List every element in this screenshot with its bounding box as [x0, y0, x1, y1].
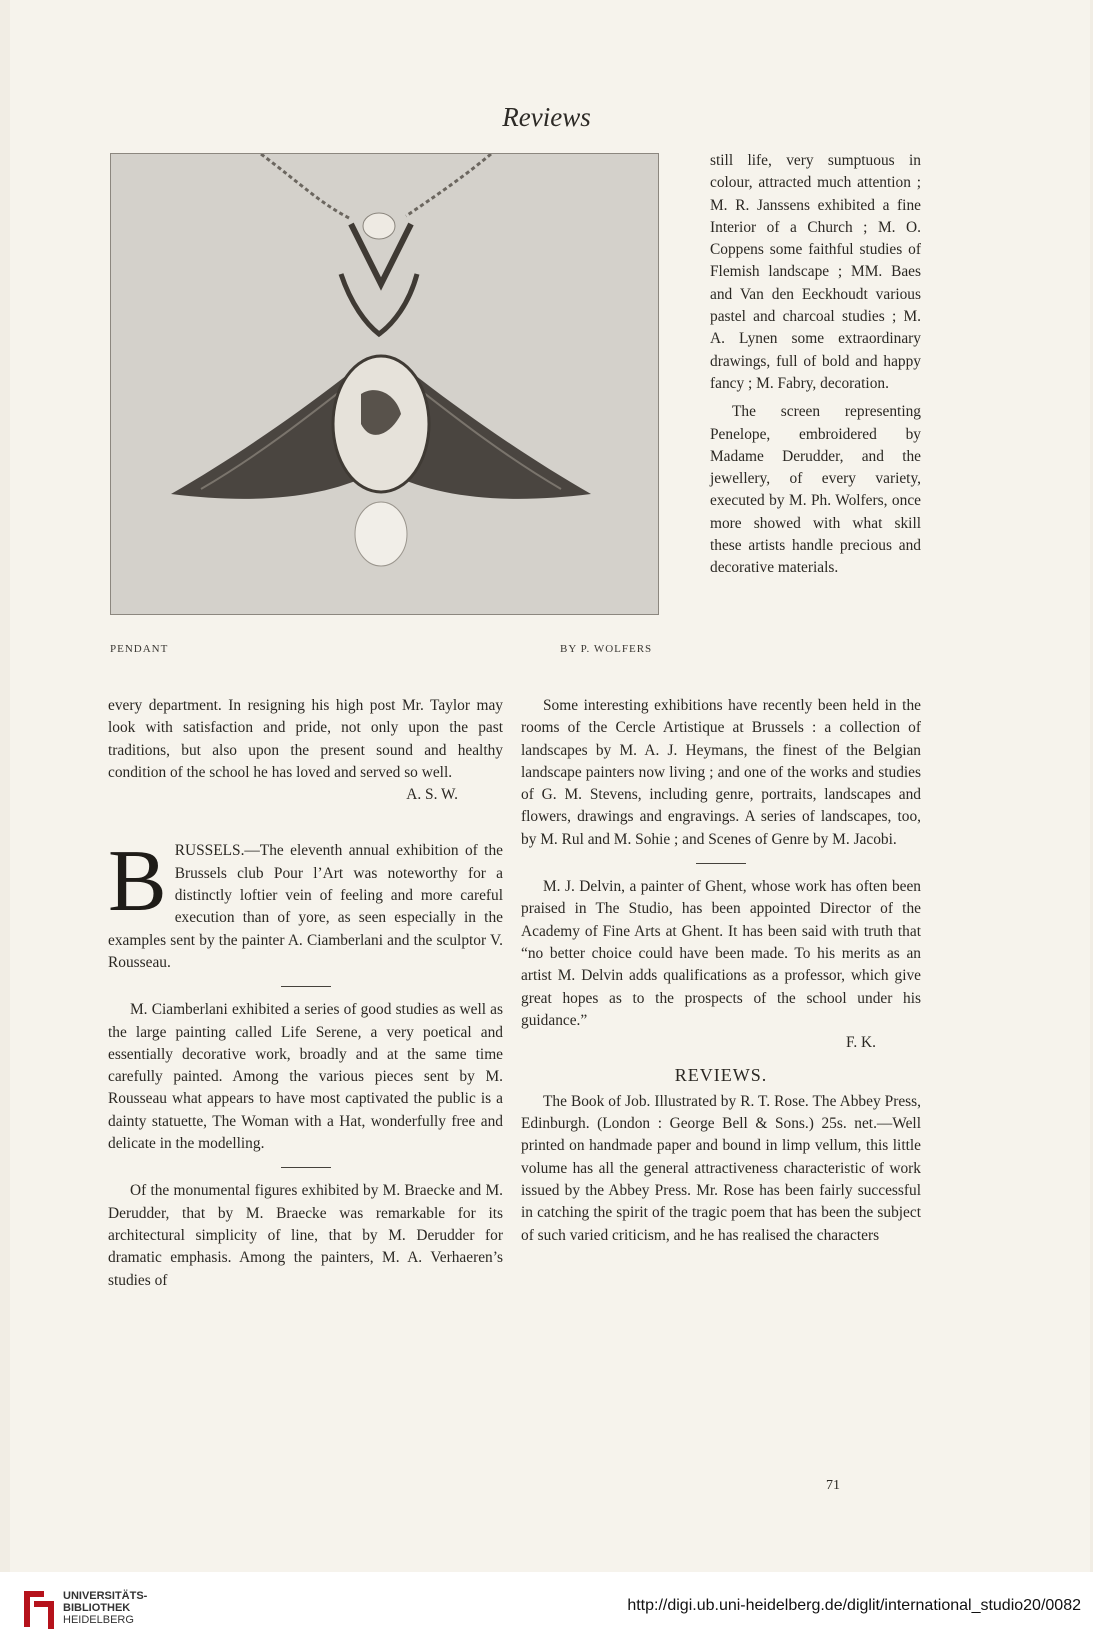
- pendant-image: [111, 154, 658, 614]
- brussels-section: [108, 833, 503, 974]
- right-column: [521, 695, 921, 1247]
- paragraph: M. Ciamberlani exhibited a series of good studies as well as the large painting called Life Serene, a very poetical and essentially decorative work, broadly and at the same time carefully painted. Among the various pieces sent by M. Rousseau what appears to have most captivated the public is a dainty statuette, The Woman with a Hat, wonderfully free and delicate in the modelling.: [108, 1001, 503, 1153]
- left-column: [108, 695, 503, 1292]
- paragraph: every department. In resigning his high post Mr. Taylor may look with satisfaction and pride, not only upon the past traditions, but also upon the present sound and healthy condition of the school he has loved and served so well.: [108, 697, 503, 781]
- paragraph: still life, very sumptuous in colour, attracted much attention ; M. R. Janssens exhibited a fine Interior of a Church ; M. O. Coppens some faithful studies of Flemish landscape ; MM. Baes and Van den Eeckhoudt various pastel and charcoal studies ; M. A. Lynen some extraordinary drawings, full of bold and happy fancy ; M. Fabry, decoration.: [710, 152, 921, 392]
- library-name: [63, 1590, 147, 1626]
- paragraph: Of the monumental figures exhibited by M. Braecke and M. Derudder, that by M. Braecke was remarkable for its architectural simplicity of line, that by M. Derudder for dramatic emphasis. Among the painters, M. A. Verhaeren’s studies of: [108, 1182, 503, 1289]
- top-right-column: [710, 150, 921, 580]
- section-divider: [281, 986, 331, 987]
- source-url[interactable]: http://digi.ub.uni-heidelberg.de/diglit/international_studio20/0082: [627, 1597, 1081, 1614]
- section-divider: [696, 863, 746, 864]
- page-number: 71: [826, 1478, 840, 1493]
- figure-caption-right: BY P. WOLFERS: [560, 643, 653, 655]
- library-name-line: BIBLIOTHEK: [63, 1602, 131, 1614]
- drop-cap: B: [108, 833, 167, 931]
- section-heading: REVIEWS.: [674, 1065, 768, 1086]
- page-title: Reviews: [502, 102, 591, 132]
- paragraph: RUSSELS.—The eleventh annual exhibition of the Brussels club Pour l’Art was noteworthy for a distinctly loftier vein of feeling and more careful execution than of yore, as seen especially in the examples sent by the painter A. Ciamberlani and the sculptor V. Rousseau.: [108, 842, 503, 971]
- paragraph: The screen representing Penelope, embroidered by Madame Derudder, and the jewellery, of every variety, executed by M. Ph. Wolfers, once more showed with what skill these artists handle precious and decorative materials.: [710, 403, 921, 577]
- pendant-illustration: [110, 153, 659, 615]
- library-logo-icon: [20, 1587, 60, 1633]
- section-divider: [281, 1167, 331, 1168]
- figure-caption-left: PENDANT: [110, 643, 169, 655]
- paragraph: M. J. Delvin, a painter of Ghent, whose work has often been praised in The Studio, has been appointed Director of the Academy of Fine Arts at Ghent. It has been said with truth that “no better choice could have been made. To his merits as an artist M. Delvin adds qualifications as a professor, which give great hopes as to the prospects of the school under his guidance.”: [521, 878, 921, 1029]
- library-name-line: HEIDELBERG: [63, 1614, 134, 1626]
- signature: F. K.: [846, 1034, 876, 1052]
- library-name-line: UNIVERSITÄTS-: [63, 1590, 148, 1602]
- paragraph: Some interesting exhibitions have recently been held in the rooms of the Cercle Artistique at Brussels : a collection of landscapes by M. A. J. Heymans, the finest of the Belgian landscape painters now living ; and one of the works and studies of G. M. Stevens, including genre, portraits, landscapes and flowers, drawings and engravings. A series of landscapes, too, by M. Rul and M. Sohie ; and Scenes of Genre by M. Jacobi.: [521, 697, 921, 848]
- paragraph: The Book of Job. Illustrated by R. T. Rose. The Abbey Press, Edinburgh. (London : George Bell & Sons.) 25s. net.—Well printed on handmade paper and bound in limp vellum, this little volume has all the general attractiveness characteristic of work issued by the Abbey Press. Mr. Rose has been fairly successful in catching the spirit of the tragic poem that has been the subject of such varied criticism, and he has realised the characters: [521, 1092, 921, 1244]
- signature: A. S. W.: [406, 786, 458, 804]
